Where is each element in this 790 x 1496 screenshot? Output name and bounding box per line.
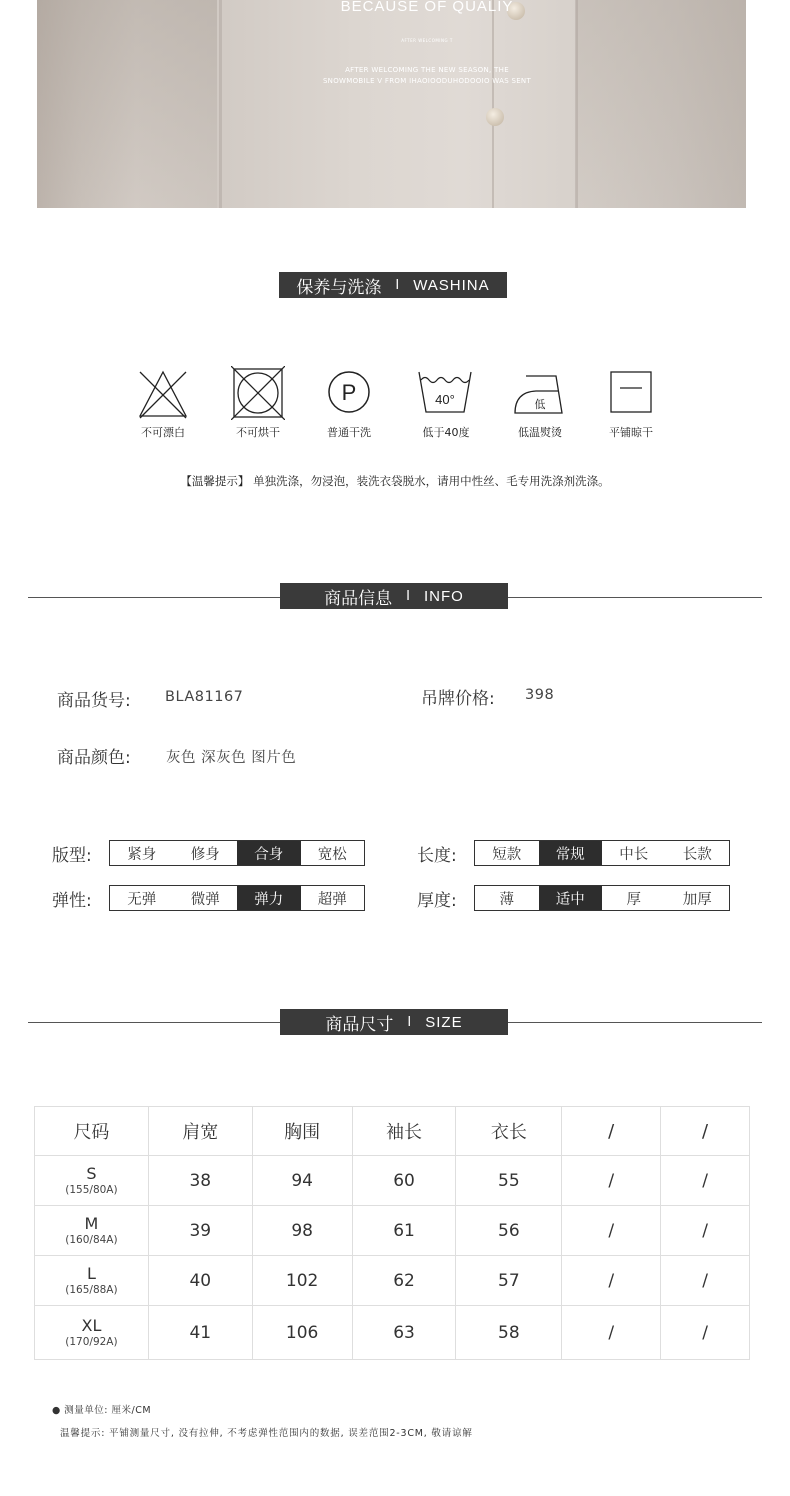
- care-label-dry-flat: 平铺晾干: [609, 426, 653, 439]
- table-cell: 102: [252, 1256, 352, 1306]
- size-col-header: /: [661, 1107, 750, 1156]
- hero-title: BECAUSE OF QUALIY: [340, 0, 514, 15]
- sweater-seam-left: [219, 0, 222, 208]
- thickness-option-medium-selected: 适中: [539, 886, 603, 910]
- fit-option-tight: 紧身: [127, 846, 157, 863]
- elasticity-option-stretch-selected: 弹力: [237, 886, 301, 910]
- care-tip-text: 【温馨提示】 单独洗涤，勿浸泡，装洗衣袋脱水，请用中性丝、毛专用洗涤剂洗涤。: [180, 474, 610, 488]
- thickness-option-thick: 厚: [626, 891, 641, 908]
- size-cell: [35, 1306, 149, 1360]
- size-name: M: [84, 1213, 99, 1233]
- sweater-placket: [492, 0, 494, 208]
- care-header-cn: 保养与洗涤: [296, 277, 382, 298]
- size-table: [34, 1106, 750, 1360]
- table-cell: 58: [456, 1306, 562, 1360]
- table-cell: /: [562, 1256, 661, 1306]
- wash-40-symbol: 40°: [435, 392, 455, 407]
- care-label-iron-low: 低温熨烫: [518, 426, 562, 439]
- table-cell: /: [661, 1206, 750, 1256]
- sweater-button-icon: [486, 108, 504, 126]
- table-cell: 56: [456, 1206, 562, 1256]
- elasticity-label: 弹性:: [52, 891, 92, 911]
- table-cell: /: [661, 1306, 750, 1360]
- thickness-options: [474, 885, 730, 911]
- size-spec: (165/88A): [65, 1283, 118, 1296]
- table-cell: 62: [352, 1256, 456, 1306]
- info-section-header: [280, 583, 508, 609]
- fit-options: [109, 840, 365, 866]
- care-label-dry-clean: 普通干洗: [327, 426, 371, 439]
- size-name: XL: [81, 1315, 102, 1335]
- no-bleach-icon: [136, 366, 190, 420]
- size-unit-note: ● 测量单位: 厘米/CM: [52, 1405, 152, 1416]
- hero-small-text: AFTER WELCOMING T: [401, 38, 453, 43]
- fit-option-loose: 宽松: [317, 846, 347, 863]
- thickness-label: 厚度:: [417, 891, 457, 911]
- size-table-header-row: [35, 1107, 750, 1156]
- table-cell: /: [562, 1206, 661, 1256]
- iron-low-icon: [512, 366, 566, 420]
- table-cell: 41: [148, 1306, 252, 1360]
- size-header-sep: I: [407, 1014, 412, 1030]
- info-header-en: INFO: [424, 587, 464, 605]
- size-cell: [35, 1206, 149, 1256]
- size-section-header: [280, 1009, 508, 1035]
- size-cell: [35, 1256, 149, 1306]
- table-cell: 60: [352, 1156, 456, 1206]
- dry-clean-symbol: P: [341, 380, 357, 405]
- table-cell: 39: [148, 1206, 252, 1256]
- sweater-sleeve-right: [576, 0, 746, 208]
- sku-label: 商品货号:: [57, 691, 131, 711]
- length-option-short: 短款: [492, 846, 522, 863]
- size-header-cn: 商品尺寸: [325, 1014, 394, 1035]
- fit-option-regular-selected: 合身: [237, 841, 301, 865]
- table-cell: /: [661, 1256, 750, 1306]
- info-header-sep: I: [406, 588, 410, 604]
- no-tumble-dry-icon: [231, 366, 285, 420]
- size-name: S: [86, 1163, 97, 1183]
- size-spec: (170/92A): [65, 1335, 118, 1348]
- elasticity-option-super: 超弹: [317, 891, 347, 908]
- size-name: L: [86, 1263, 96, 1283]
- table-cell: /: [562, 1156, 661, 1206]
- sku-value: BLA81167: [165, 689, 244, 705]
- size-col-header: 衣长: [456, 1107, 562, 1156]
- table-cell: 94: [252, 1156, 352, 1206]
- care-section-header: [279, 272, 507, 298]
- table-cell: 38: [148, 1156, 252, 1206]
- dry-flat-icon: [604, 366, 658, 420]
- price-value: 398: [525, 687, 555, 703]
- price-label: 吊牌价格:: [421, 689, 495, 709]
- table-row: [35, 1256, 750, 1306]
- length-option-regular-selected: 常规: [539, 841, 603, 865]
- info-header-cn: 商品信息: [324, 588, 393, 609]
- table-cell: 57: [456, 1256, 562, 1306]
- sweater-seam-right: [575, 0, 578, 208]
- table-row: [35, 1306, 750, 1360]
- iron-low-symbol: 低: [534, 398, 546, 411]
- table-cell: /: [661, 1156, 750, 1206]
- elasticity-options: [109, 885, 365, 911]
- size-col-header: 袖长: [352, 1107, 456, 1156]
- hero-line-1: AFTER WELCOMING THE NEW SEASON, THE: [345, 66, 509, 74]
- table-cell: 40: [148, 1256, 252, 1306]
- size-tip-note: 温馨提示: 平铺测量尺寸, 没有拉伸, 不考虑弹性范围内的数据, 误差范围2-3CM, 敬请谅解: [60, 1428, 473, 1439]
- size-spec: (160/84A): [65, 1233, 118, 1246]
- wash-40-icon: [418, 366, 472, 420]
- thickness-option-extra-thick: 加厚: [682, 891, 712, 908]
- length-option-mid: 中长: [619, 846, 649, 863]
- elasticity-option-none: 无弹: [127, 891, 157, 908]
- length-option-long: 长款: [682, 846, 712, 863]
- thickness-option-thin: 薄: [499, 891, 514, 908]
- sweater-sleeve-left: [37, 0, 217, 208]
- length-label: 长度:: [417, 846, 457, 866]
- table-cell: 63: [352, 1306, 456, 1360]
- table-cell: 55: [456, 1156, 562, 1206]
- care-label-wash-40: 低于40度: [422, 426, 470, 439]
- size-col-header: /: [562, 1107, 661, 1156]
- table-cell: /: [562, 1306, 661, 1360]
- care-label-no-bleach: 不可漂白: [141, 426, 185, 439]
- size-spec: (155/80A): [65, 1183, 118, 1196]
- length-options: [474, 840, 730, 866]
- table-row: [35, 1156, 750, 1206]
- hero-line-2: SNOWMOBILE V FROM IHAOIOODUHODOOIO WAS SENT: [322, 77, 532, 85]
- fit-label: 版型:: [52, 846, 92, 866]
- table-cell: 98: [252, 1206, 352, 1256]
- care-header-en: WASHINA: [413, 276, 490, 294]
- size-col-header: 尺码: [35, 1107, 149, 1156]
- hero-photo: [37, 0, 746, 208]
- fit-option-slim: 修身: [190, 846, 220, 863]
- elasticity-option-slight: 微弹: [190, 891, 220, 908]
- dry-clean-p-icon: [322, 366, 376, 420]
- table-cell: 61: [352, 1206, 456, 1256]
- table-cell: 106: [252, 1306, 352, 1360]
- size-col-header: 胸围: [252, 1107, 352, 1156]
- table-row: [35, 1206, 750, 1256]
- size-header-en: SIZE: [425, 1013, 463, 1031]
- care-header-sep: I: [395, 277, 400, 293]
- color-label: 商品颜色:: [57, 748, 131, 768]
- size-cell: [35, 1156, 149, 1206]
- care-label-no-tumble-dry: 不可烘干: [236, 426, 280, 439]
- color-value: 灰色 深灰色 图片色: [166, 750, 297, 766]
- size-col-header: 肩宽: [148, 1107, 252, 1156]
